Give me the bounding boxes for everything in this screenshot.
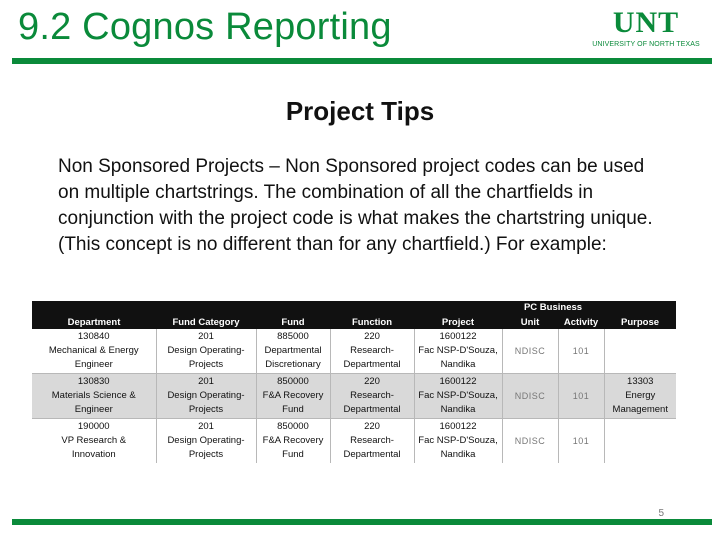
cell-department: 130830 Materials Science & Engineer (32, 374, 156, 419)
cell-function: 220 Research- Departmental (330, 419, 414, 464)
cell-function: 220 Research- Departmental (330, 329, 414, 374)
cell-fund: 885000 Departmental Discretionary (256, 329, 330, 374)
cell-fund: 850000 F&A Recovery Fund (256, 374, 330, 419)
cell-department: 190000 VP Research & Innovation (32, 419, 156, 464)
chartstring-table-container (32, 301, 676, 467)
header-activity: Activity (558, 315, 604, 329)
cell-fund: 850000 F&A Recovery Fund (256, 419, 330, 464)
cell-unit: NDISC (502, 329, 558, 374)
table-header-row (32, 315, 676, 329)
cell-fund-category: 201 Design Operating- Projects (156, 329, 256, 374)
cell-activity: 101 (558, 419, 604, 464)
cell-function: 220 Research- Departmental (330, 374, 414, 419)
header-fund-category: Fund Category (156, 315, 256, 329)
cell-purpose: 13303 Energy Management (604, 374, 676, 419)
cell-unit: NDISC (502, 419, 558, 464)
top-green-rule (12, 58, 712, 64)
bottom-green-rule (12, 519, 712, 525)
cell-unit: NDISC (502, 374, 558, 419)
section-heading: Project Tips (285, 96, 435, 126)
cell-project: 1600122 Fac NSP-D'Souza, Nandika (414, 374, 502, 419)
cell-project: 1600122 Fac NSP-D'Souza, Nandika (414, 329, 502, 374)
cell-fund-category: 201 Design Operating- Projects (156, 374, 256, 419)
header-project: Project (414, 315, 502, 329)
table-row (32, 374, 676, 419)
cell-activity: 101 (558, 374, 604, 419)
cell-project: 1600122 Fac NSP-D'Souza, Nandika (414, 419, 502, 464)
table-row (32, 329, 676, 374)
logo-subtitle: UNIVERSITY OF NORTH TEXAS (592, 41, 700, 48)
slide-title: 9.2 Cognos Reporting (18, 6, 392, 48)
cell-activity: 101 (558, 329, 604, 374)
header-pc-business: PC Business (502, 301, 604, 315)
header-department: Department (32, 315, 156, 329)
page-number: 5 (658, 508, 664, 519)
header-fund: Fund (256, 315, 330, 329)
cell-fund-category: 201 Design Operating- Projects (156, 419, 256, 464)
header-purpose: Purpose (604, 315, 676, 329)
unt-logo (590, 8, 702, 54)
logo-mark: UNT (612, 6, 680, 39)
header-function: Function (330, 315, 414, 329)
chartstring-table (32, 301, 676, 463)
header-unit: Unit (502, 315, 558, 329)
body-paragraph: Non Sponsored Projects – Non Sponsored project codes can be used on multiple chartstrings. The combination of all the chartfields in conjunction with the project code is what makes the chartstring unique. (This concept is no different than for any chartfield.) For example: (58, 156, 653, 255)
cell-department: 130840 Mechanical & Energy Engineer (32, 329, 156, 374)
cell-purpose (604, 419, 676, 464)
table-row (32, 419, 676, 464)
cell-purpose (604, 329, 676, 374)
table-header-row-top (32, 301, 676, 315)
